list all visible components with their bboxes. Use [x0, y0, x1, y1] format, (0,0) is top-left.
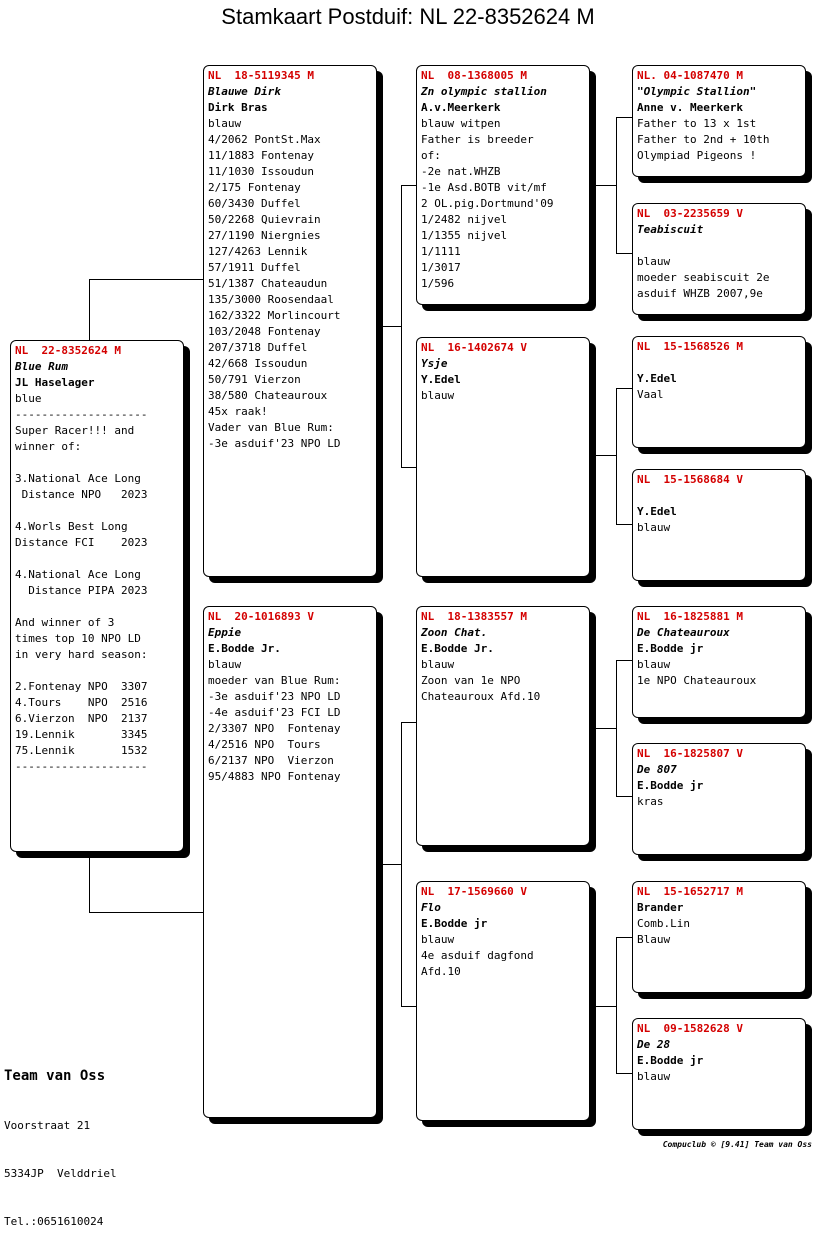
detail-line: 95/4883 NPO Fontenay: [208, 770, 341, 783]
pigeon-card-mother-mother: [416, 881, 590, 1121]
connector-line: [616, 117, 632, 118]
connector-line: [616, 388, 632, 389]
pigeon-card-fm-mother: [632, 469, 806, 581]
detail-line: 57/1911 Duffel: [208, 261, 301, 274]
ring-number: NL 16-1402674 V: [421, 341, 527, 354]
connector-line: [401, 722, 402, 1006]
detail-line: 207/3718 Duffel: [208, 341, 308, 354]
detail-line: 1/2482 nijvel: [421, 213, 508, 226]
empty-line: [637, 355, 801, 371]
detail-line: Distance PIPA 2023: [15, 584, 148, 597]
detail-line: Father to 13 x 1st: [637, 117, 757, 130]
detail-line: 75.Lennik 1532: [15, 744, 148, 757]
pigeon-name: Blue Rum: [15, 360, 68, 373]
detail-line: blauw: [637, 255, 671, 268]
detail-line: winner of:: [15, 440, 82, 453]
detail-line: moeder seabiscuit 2e: [637, 271, 770, 284]
connector-line: [616, 524, 632, 525]
detail-line: of:: [421, 149, 441, 162]
breeder-name: A.v.Meerkerk: [421, 101, 501, 114]
connector-line: [377, 864, 401, 865]
owner-address-street: Voorstraat 21: [4, 1119, 91, 1132]
pigeon-card-father-father: [416, 65, 590, 305]
detail-line: 2/175 Fontenay: [208, 181, 301, 194]
detail-line: blauw: [421, 389, 455, 402]
breeder-name: Y.Edel: [637, 372, 677, 385]
empty-line: [637, 238, 801, 254]
detail-line: [15, 503, 179, 519]
pigeon-card-mf-father: [632, 606, 806, 718]
ring-number: NL 09-1582628 V: [637, 1022, 743, 1035]
detail-line: Super Racer!!! and: [15, 424, 135, 437]
detail-line: 103/2048 Fontenay: [208, 325, 321, 338]
pigeon-name: Blauwe Dirk: [208, 85, 281, 98]
breeder-name: Anne v. Meerkerk: [637, 101, 743, 114]
connector-line: [89, 912, 204, 913]
ring-number: NL 15-1652717 M: [637, 885, 743, 898]
detail-line: -4e asduif'23 FCI LD: [208, 706, 341, 719]
connector-line: [401, 185, 402, 467]
connector-line: [616, 796, 632, 797]
detail-line: 38/580 Chateauroux: [208, 389, 328, 402]
detail-line: -1e Asd.BOTB vit/mf: [421, 181, 547, 194]
detail-line: blauw: [208, 658, 242, 671]
breeder-name: JL Haselager: [15, 376, 95, 389]
connector-line: [89, 279, 204, 280]
connector-line: [590, 1006, 616, 1007]
ring-number: NL 16-1825881 M: [637, 610, 743, 623]
empty-line: [637, 488, 801, 504]
detail-line: Distance FCI 2023: [15, 536, 148, 549]
connector-line: [401, 467, 417, 468]
connector-line: [401, 722, 417, 723]
detail-line: Chateauroux Afd.10: [421, 690, 541, 703]
connector-line: [89, 279, 90, 340]
breeder-name: Brander: [637, 901, 684, 914]
detail-line: 2/3307 NPO Fontenay: [208, 722, 341, 735]
connector-line: [590, 185, 616, 186]
detail-line: in very hard season:: [15, 648, 148, 661]
detail-line: 4.National Ace Long: [15, 568, 141, 581]
detail-line: blauw witpen: [421, 117, 501, 130]
detail-line: -2e nat.WHZB: [421, 165, 501, 178]
detail-line: Father is breeder: [421, 133, 534, 146]
breeder-name: E.Bodde jr: [637, 642, 704, 655]
ring-number: NL 03-2235659 V: [637, 207, 743, 220]
connector-line: [616, 937, 632, 938]
detail-line: 4/2062 PontSt.Max: [208, 133, 321, 146]
detail-line: --------------------: [15, 760, 148, 773]
pigeon-name: Flo: [421, 901, 441, 914]
pigeon-name: Ysje: [421, 357, 448, 370]
connector-line: [401, 1006, 417, 1007]
detail-line: 51/1387 Chateaudun: [208, 277, 328, 290]
ring-number: NL 20-1016893 V: [208, 610, 314, 623]
detail-line: Afd.10: [421, 965, 461, 978]
pigeon-card-mf-mother: [632, 743, 806, 855]
detail-line: Zoon van 1e NPO: [421, 674, 521, 687]
ring-number: NL 22-8352624 M: [15, 344, 121, 357]
pigeon-card-mm-mother: [632, 1018, 806, 1130]
owner-phone: Tel.:0651610024: [4, 1215, 104, 1228]
detail-line: 4e asduif dagfond: [421, 949, 534, 962]
ring-number: NL 17-1569660 V: [421, 885, 527, 898]
owner-name: Team van Oss: [4, 1068, 106, 1084]
detail-line: -3e asduif'23 NPO LD: [208, 437, 341, 450]
detail-line: 135/3000 Roosendaal: [208, 293, 334, 306]
detail-line: 3.National Ace Long: [15, 472, 141, 485]
detail-line: Distance NPO 2023: [15, 488, 148, 501]
detail-line: blauw: [637, 658, 671, 671]
detail-line: 45x raak!: [208, 405, 268, 418]
pigeon-card-subject: [10, 340, 184, 852]
detail-line: 6/2137 NPO Vierzon: [208, 754, 334, 767]
detail-line: 162/3322 Morlincourt: [208, 309, 341, 322]
owner-address-city: 5334JP Velddriel: [4, 1167, 117, 1180]
detail-line: Blauw: [637, 933, 671, 946]
pigeon-card-mm-father: [632, 881, 806, 993]
detail-line: -3e asduif'23 NPO LD: [208, 690, 341, 703]
connector-line: [616, 660, 632, 661]
pigeon-name: Eppie: [208, 626, 242, 639]
ring-number: NL. 04-1087470 M: [637, 69, 743, 82]
footer-credit: Compuclub © [9.41] Team van Oss: [662, 1140, 812, 1149]
pigeon-name: "Olympic Stallion": [637, 85, 757, 98]
pigeon-card-father-mother: [416, 337, 590, 577]
pigeon-name: Zn olympic stallion: [421, 85, 547, 98]
detail-line: 127/4263 Lennik: [208, 245, 308, 258]
pigeon-name: Teabiscuit: [637, 223, 704, 236]
owner-block: [4, 1034, 117, 1246]
ring-number: NL 16-1825807 V: [637, 747, 743, 760]
ring-number: NL 18-1383557 M: [421, 610, 527, 623]
detail-line: 4/2516 NPO Tours: [208, 738, 321, 751]
connector-line: [616, 117, 617, 253]
detail-line: 4.Worls Best Long: [15, 520, 128, 533]
connector-line: [616, 660, 617, 796]
detail-line: Olympiad Pigeons !: [637, 149, 757, 162]
detail-line: --------------------: [15, 408, 148, 421]
connector-line: [89, 852, 90, 912]
detail-line: Vader van Blue Rum:: [208, 421, 334, 434]
pigeon-card-ff-father: [632, 65, 806, 177]
detail-line: 4.Tours NPO 2516: [15, 696, 148, 709]
connector-line: [616, 937, 617, 1073]
page-title: Stamkaart Postduif: NL 22-8352624 M: [221, 4, 595, 29]
detail-line: 1e NPO Chateauroux: [637, 674, 757, 687]
connector-line: [401, 185, 417, 186]
detail-line: Father to 2nd + 10th: [637, 133, 770, 146]
connector-line: [590, 728, 616, 729]
breeder-name: E.Bodde Jr.: [208, 642, 281, 655]
detail-line: moeder van Blue Rum:: [208, 674, 341, 687]
connector-line: [590, 455, 616, 456]
detail-line: 1/1111: [421, 245, 461, 258]
breeder-name: E.Bodde jr: [637, 779, 704, 792]
ring-number: NL 15-1568684 V: [637, 473, 743, 486]
detail-line: asduif WHZB 2007,9e: [637, 287, 763, 300]
connector-line: [616, 253, 632, 254]
detail-line: 1/3017: [421, 261, 461, 274]
ring-number: NL 18-5119345 M: [208, 69, 314, 82]
detail-line: Vaal: [637, 388, 664, 401]
detail-line: 1/596: [421, 277, 455, 290]
detail-line: 1/1355 nijvel: [421, 229, 508, 242]
breeder-name: Y.Edel: [421, 373, 461, 386]
breeder-name: E.Bodde Jr.: [421, 642, 494, 655]
detail-line: 11/1883 Fontenay: [208, 149, 314, 162]
pigeon-name: De 28: [637, 1038, 671, 1051]
detail-line: 60/3430 Duffel: [208, 197, 301, 210]
detail-line: 19.Lennik 3345: [15, 728, 148, 741]
breeder-name: E.Bodde jr: [421, 917, 488, 930]
connector-line: [616, 1073, 632, 1074]
detail-line: blue: [15, 392, 42, 405]
pigeon-card-mother: [203, 606, 377, 1118]
breeder-name: E.Bodde jr: [637, 1054, 704, 1067]
detail-line: 50/2268 Quievrain: [208, 213, 321, 226]
detail-line: And winner of 3: [15, 616, 115, 629]
detail-line: 2 OL.pig.Dortmund'09: [421, 197, 554, 210]
detail-line: blauw: [637, 521, 671, 534]
pigeon-name: De 807: [637, 763, 677, 776]
detail-line: times top 10 NPO LD: [15, 632, 141, 645]
detail-line: [15, 551, 179, 567]
pigeon-name: De Chateauroux: [637, 626, 730, 639]
pigeon-name: Zoon Chat.: [421, 626, 488, 639]
pigeon-card-fm-father: [632, 336, 806, 448]
connector-line: [616, 388, 617, 524]
detail-line: blauw: [637, 1070, 671, 1083]
detail-line: 6.Vierzon NPO 2137: [15, 712, 148, 725]
connector-line: [377, 326, 401, 327]
detail-line: 27/1190 Niergnies: [208, 229, 321, 242]
detail-line: kras: [637, 795, 664, 808]
detail-line: 42/668 Issoudun: [208, 357, 308, 370]
detail-line: [15, 599, 179, 615]
pigeon-card-father: [203, 65, 377, 577]
detail-line: 50/791 Vierzon: [208, 373, 301, 386]
detail-line: blauw: [421, 933, 455, 946]
pigeon-card-ff-mother: [632, 203, 806, 315]
breeder-name: Y.Edel: [637, 505, 677, 518]
breeder-name: Dirk Bras: [208, 101, 268, 114]
detail-line: [15, 455, 179, 471]
detail-line: blauw: [421, 658, 455, 671]
detail-line: blauw: [208, 117, 242, 130]
detail-line: 2.Fontenay NPO 3307: [15, 680, 148, 693]
detail-line: Comb.Lin: [637, 917, 690, 930]
pigeon-card-mother-father: [416, 606, 590, 846]
detail-line: 11/1030 Issoudun: [208, 165, 314, 178]
ring-number: NL 15-1568526 M: [637, 340, 743, 353]
detail-line: [15, 663, 179, 679]
ring-number: NL 08-1368005 M: [421, 69, 527, 82]
